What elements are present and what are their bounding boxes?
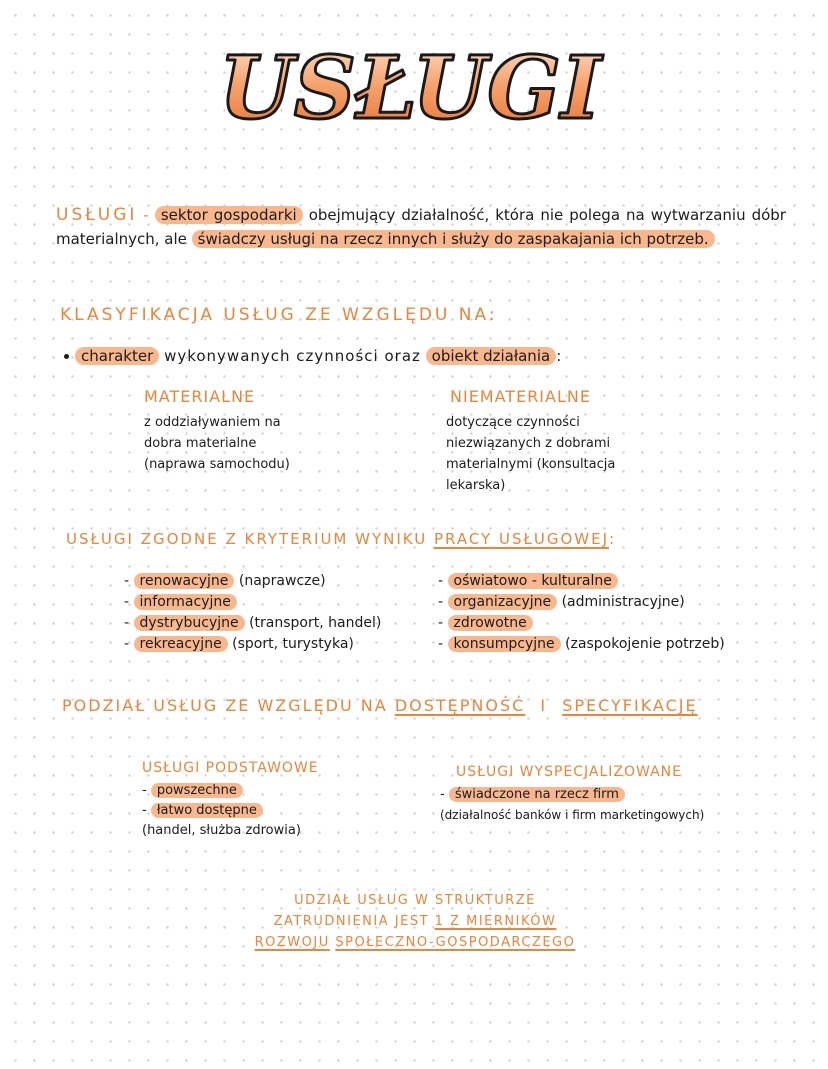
svg-text:USŁUGI: USŁUGI [218, 38, 602, 139]
list-item [438, 634, 725, 655]
basic-item: - powszechne [142, 781, 301, 801]
definition-highlight-sector: sektor gospodarki [155, 206, 303, 224]
specialized-services-heading: USŁUGI WYSPECJALIZOWANE [456, 764, 682, 780]
list-dash: - [438, 615, 444, 631]
list-dash: - [124, 615, 130, 631]
list-dash: - [124, 636, 130, 652]
list-highlight: zdrowotne [448, 615, 533, 631]
specialized-highlight: świadczone na rzecz firm [449, 787, 625, 802]
classification-heading: KLASYFIKACJA USŁUG ZE WZGLĘDU NA: [60, 305, 498, 325]
material-description: z oddziaływaniem na dobra materialne (naprawa samochodu) [144, 415, 290, 472]
list-note: (zaspokojenie potrzeb) [565, 636, 725, 652]
list-highlight: rekreacyjne [134, 636, 228, 652]
list-dash: - [438, 594, 444, 610]
list-highlight: renowacyjne [134, 573, 235, 589]
list-item [438, 592, 725, 613]
conclusion-line-3b: SPOŁECZNO-GOSPODARCZEGO [335, 935, 576, 950]
division-heading-and: I [540, 696, 548, 715]
list-item [124, 634, 381, 655]
division-heading [62, 696, 698, 715]
specialized-services-list [440, 785, 704, 825]
conclusion-line-2b: 1 Z MIERNIKÓW [434, 914, 557, 929]
criterion-heading-underlined: PRACY USŁUGOWEJ [433, 530, 610, 548]
criterion-heading [66, 530, 616, 548]
division-heading-part1: PODZIAŁ USŁUG ZE WZGLĘDU NA [62, 696, 388, 715]
list-note: (administracyjne) [561, 594, 685, 610]
list-dash: - [438, 573, 444, 589]
basic-services-heading: USŁUGI PODSTAWOWE [142, 760, 319, 776]
division-heading-specification: SPECYFIKACJĘ [562, 696, 698, 715]
list-note: (naprawcze) [238, 573, 326, 589]
basic-services-list [142, 781, 301, 841]
list-highlight: oświatowo - kulturalne [448, 573, 618, 589]
list-item [438, 571, 725, 592]
list-note: (transport, handel) [249, 615, 382, 631]
list-dash: - [124, 573, 130, 589]
classification-text: wykonywanych czynności oraz [164, 347, 421, 365]
definition-highlight-services: świadczy usługi na rzecz innych i służy do zaspakajania ich potrzeb. [192, 230, 715, 248]
classification-colon: : [556, 347, 562, 365]
basic-item: - łatwo dostępne [142, 801, 301, 821]
criterion-right-list [438, 571, 725, 655]
basic-note: (handel, służba zdrowia) [142, 823, 301, 838]
bullet-dot [64, 354, 69, 359]
material-heading: MATERIALNE [144, 387, 256, 406]
list-highlight: organizacyjne [448, 594, 558, 610]
division-heading-availability: DOSTĘPNOŚĆ [394, 696, 526, 715]
highlight-object: obiekt działania [426, 347, 557, 365]
conclusion-block [180, 890, 650, 953]
highlight-character: charakter [75, 347, 159, 365]
list-item [438, 613, 725, 634]
immaterial-heading: NIEMATERIALNE [450, 387, 591, 406]
basic-highlight: powszechne [151, 783, 243, 798]
list-highlight: dystrybucyjne [134, 615, 245, 631]
specialized-item: - świadczone na rzecz firm [440, 785, 704, 805]
list-note: (sport, turystyka) [232, 636, 354, 652]
conclusion-line-3a: ROZWOJU [254, 935, 330, 950]
classification-bullet [64, 344, 561, 368]
title-lettering [218, 22, 602, 172]
definition-dash: - [143, 206, 149, 224]
basic-highlight: łatwo dostępne [151, 803, 263, 818]
specialized-note: (działalność banków i firm marketingowych) [440, 808, 705, 822]
list-item [124, 592, 381, 613]
criterion-left-list [124, 571, 381, 655]
list-item [124, 613, 381, 634]
conclusion-line-3 [180, 932, 650, 953]
conclusion-line-2 [180, 911, 650, 932]
list-item [124, 571, 381, 592]
list-dash: - [438, 636, 444, 652]
definition-paragraph [56, 203, 786, 251]
criterion-heading-colon: : [609, 530, 617, 548]
immaterial-description: dotyczące czynności niezwiązanych z dobrami materialnymi (konsultacja lekarska) [446, 415, 616, 493]
definition-term: USŁUGI [56, 205, 138, 225]
criterion-heading-part1: USŁUGI ZGODNE Z KRYTERIUM WYNIKU [66, 530, 428, 548]
list-dash: - [124, 594, 130, 610]
list-highlight: informacyjne [134, 594, 237, 610]
conclusion-line-2a: ZATRUDNIENIA JEST [273, 914, 430, 929]
list-highlight: konsumpcyjne [448, 636, 561, 652]
conclusion-line-1: UDZIAŁ USŁUG W STRUKTURZE [294, 893, 536, 908]
definition-text: obejmujący działalność, która nie polega na wytwarzaniu dóbr materialnych, ale [56, 206, 786, 248]
